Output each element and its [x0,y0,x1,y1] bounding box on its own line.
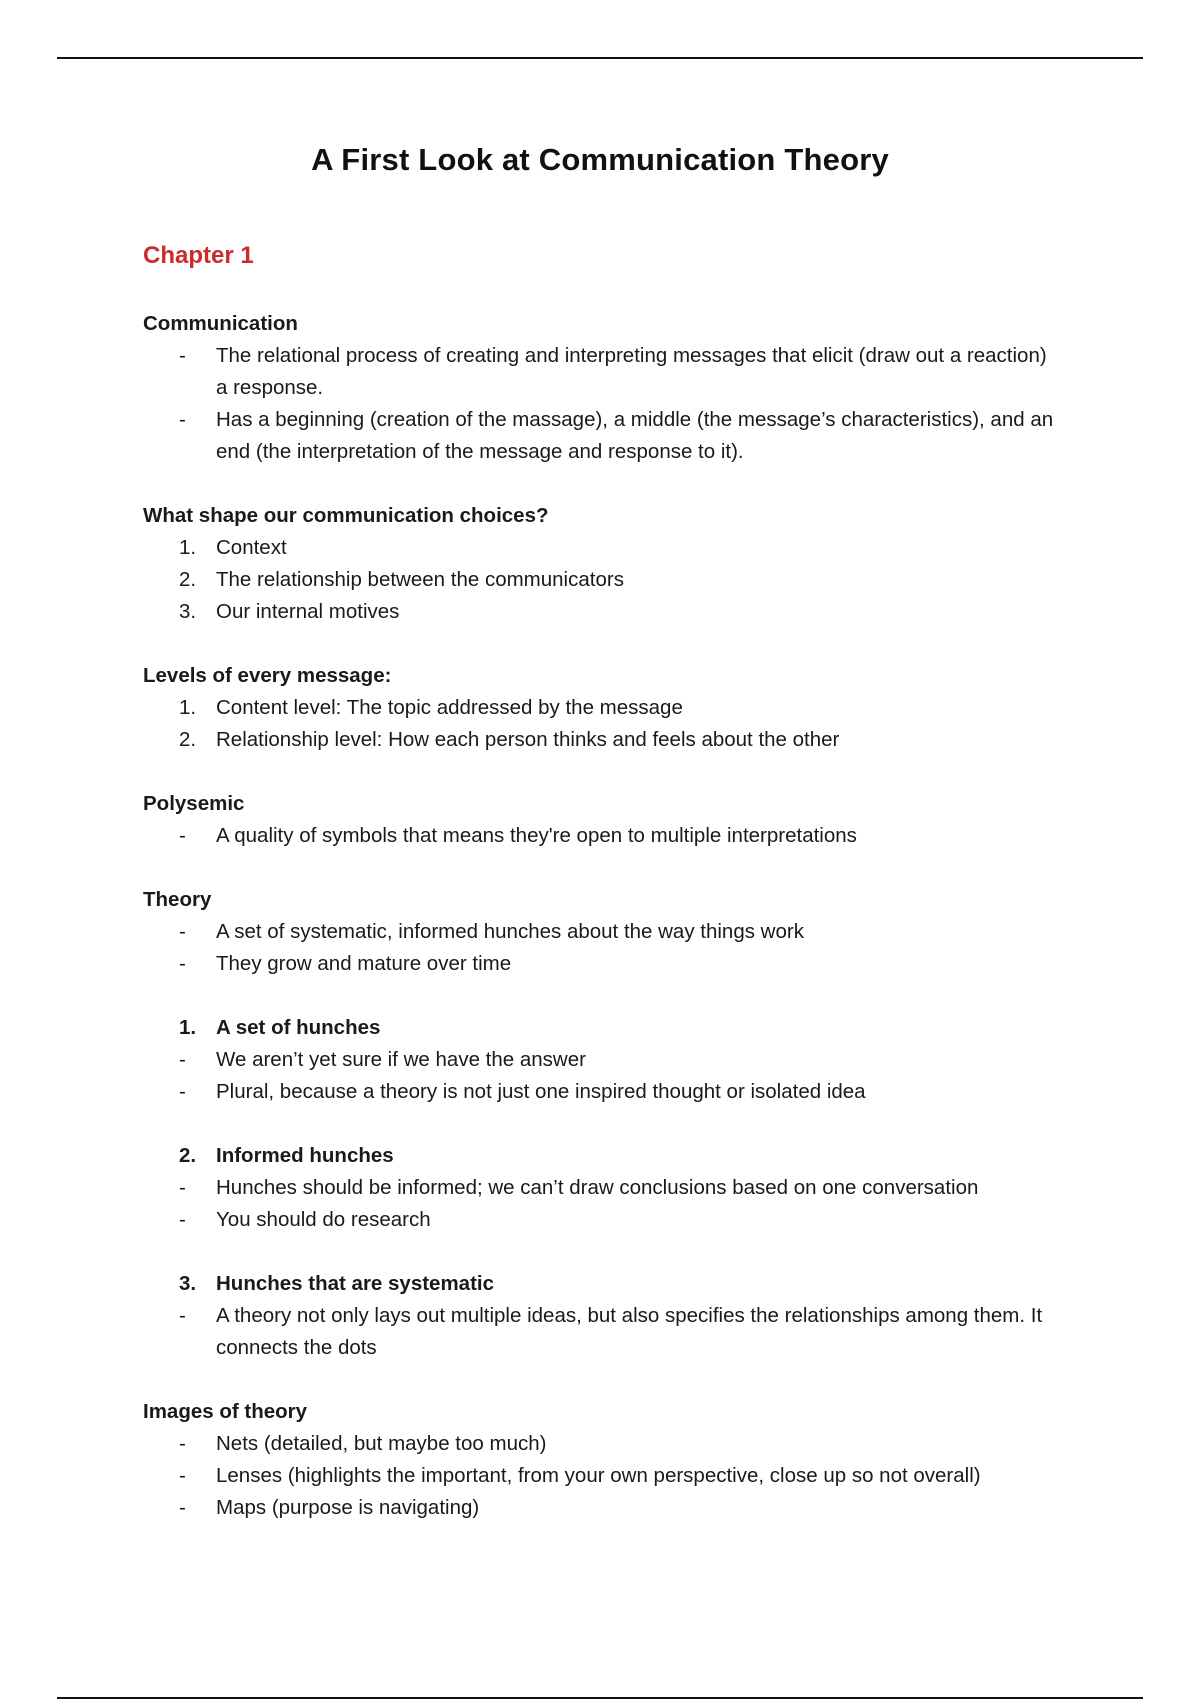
list-item-text: Hunches should be informed; we can’t draw conclusions based on one conversation [216,1176,979,1199]
list-item [143,820,1063,852]
section-informed-hunches [143,1140,1063,1236]
bullet-list [143,1044,1063,1108]
number-marker: 3. [179,600,197,623]
list-item [143,1492,1063,1524]
section-systematic-hunches [143,1268,1063,1364]
list-item-text: Lenses (highlights the important, from your own perspective, close up so not overall) [216,1464,981,1487]
list-item [143,564,1063,596]
list-item [143,948,1063,980]
list-item-text: Content level: The topic addressed by the message [216,696,683,719]
section-heading: Images of theory [143,1400,308,1423]
section-heading: Communication [143,312,298,335]
section-levels [143,660,1063,756]
section-heading: Levels of every message: [143,664,392,687]
bullet-list [143,340,1063,468]
list-item-text: Plural, because a theory is not just one inspired thought or isolated idea [216,1080,866,1103]
document-title: A First Look at Communication Theory [311,142,889,177]
list-item-text: Relationship level: How each person thinks and feels about the other [216,728,840,751]
list-item-text: The relational process of creating and interpreting messages that elicit (draw out a reaction) a response. [216,344,1047,399]
list-item [143,404,1063,468]
numbered-subheading [143,1268,1063,1300]
list-item-text: Maps (purpose is navigating) [216,1496,480,1519]
dash-marker: - [179,920,186,943]
list-item-text: Context [216,536,287,559]
section-choices [143,500,1063,628]
number-marker: 2. [179,728,197,751]
section-heading: What shape our communication choices? [143,504,549,527]
section-polysemic [143,788,1063,852]
number-marker: 1. [179,536,197,559]
list-item-text: Our internal motives [216,600,400,623]
section-communication [143,308,1063,468]
numbered-list [143,692,1063,756]
list-item [143,596,1063,628]
section-heading: Theory [143,888,212,911]
list-item [143,1172,1063,1204]
list-item [143,532,1063,564]
number-marker: 1. [179,1016,197,1039]
numbered-subheading [143,1012,1063,1044]
number-marker: 2. [179,568,197,591]
section-heading: Polysemic [143,792,245,815]
list-item [143,1300,1063,1364]
list-item-text: You should do research [216,1208,431,1231]
bullet-list [143,916,1063,980]
list-item-text: They grow and mature over time [216,952,512,975]
dash-marker: - [179,344,186,367]
dash-marker: - [179,952,186,975]
dash-marker: - [179,824,186,847]
subheading-text: Informed hunches [216,1144,394,1167]
list-item [143,1044,1063,1076]
bullet-list [143,1300,1063,1364]
section-images-of-theory [143,1396,1063,1524]
list-item-text: A theory not only lays out multiple ideas, but also specifies the relationships among them. It connects the dots [216,1304,1043,1359]
dash-marker: - [179,1432,186,1455]
list-item [143,1428,1063,1460]
dash-marker: - [179,1496,186,1519]
subheading-text: A set of hunches [216,1016,381,1039]
dash-marker: - [179,1080,186,1103]
bullet-list [143,1172,1063,1236]
list-item [143,1076,1063,1108]
list-item-text: Nets (detailed, but maybe too much) [216,1432,547,1455]
list-item-text: Has a beginning (creation of the massage), a middle (the message’s characteristics), and an end (the interpretation of the message and response to it). [216,408,1054,463]
bottom-rule [57,1697,1143,1699]
list-item [143,724,1063,756]
list-item-text: We aren’t yet sure if we have the answer [216,1048,586,1071]
numbered-list [143,532,1063,628]
top-rule [57,57,1143,59]
list-item-text: A set of systematic, informed hunches about the way things work [216,920,804,943]
dash-marker: - [179,1208,186,1231]
numbered-subheading [143,1140,1063,1172]
list-item [143,692,1063,724]
bullet-list [143,1428,1063,1524]
list-item [143,1460,1063,1492]
number-marker: 1. [179,696,197,719]
number-marker: 2. [179,1144,197,1167]
dash-marker: - [179,1304,186,1327]
list-item [143,1204,1063,1236]
dash-marker: - [179,1464,186,1487]
section-set-of-hunches [143,1012,1063,1108]
document-body [143,308,1063,1524]
section-theory [143,884,1063,980]
number-marker: 3. [179,1272,197,1295]
chapter-heading: Chapter 1 [143,242,254,269]
list-item-text: A quality of symbols that means they're open to multiple interpretations [216,824,857,847]
list-item-text: The relationship between the communicators [216,568,624,591]
dash-marker: - [179,1176,186,1199]
subheading-text: Hunches that are systematic [216,1272,495,1295]
list-item [143,340,1063,404]
list-item [143,916,1063,948]
bullet-list [143,820,1063,852]
dash-marker: - [179,408,186,431]
dash-marker: - [179,1048,186,1071]
